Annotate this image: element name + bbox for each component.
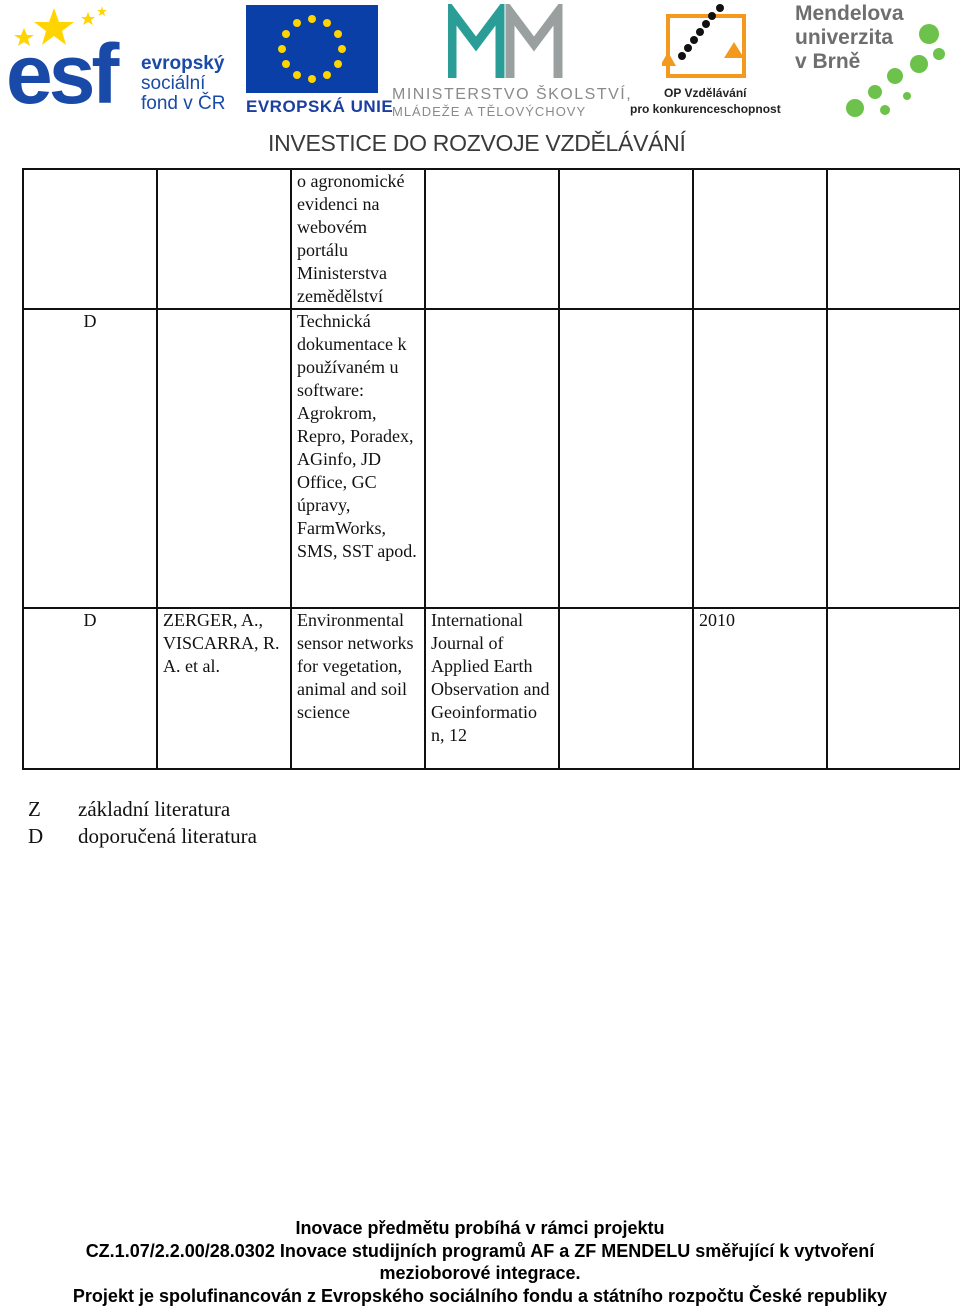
legend-text: doporučená literatura xyxy=(78,824,257,848)
op-line2: pro konkurenceschopnost xyxy=(630,102,781,116)
cell-isbn xyxy=(827,169,960,309)
cell-title: o agronomické evidenci na webovém portálu Ministerstva zemědělství xyxy=(291,169,425,309)
eu-logo xyxy=(246,5,394,116)
cell-authors: ZERGER, A., VISCARRA, R. A. et al. xyxy=(157,608,291,769)
eu-caption: EVROPSKÁ UNIE xyxy=(246,97,394,116)
table-row xyxy=(23,608,960,769)
project-footer xyxy=(0,1217,960,1307)
cell-publisher xyxy=(559,169,693,309)
esf-line3: fond v ČR xyxy=(141,93,226,114)
legend-text: základní literatura xyxy=(78,797,231,821)
eu-flag-icon xyxy=(246,5,378,93)
eu-stars-icon xyxy=(246,5,378,93)
cell-source: International Journal of Applied Earth Observation and Geoinformatio n, 12 xyxy=(425,608,559,769)
footer-line4: Projekt je spolufinancován z Evropského sociálního fondu a státního rozpočtu České republiky xyxy=(72,1285,888,1306)
cell-type xyxy=(23,169,157,309)
footer-line2: CZ.1.07/2.2.00/28.0302 Inovace studijních programů AF a ZF MENDELU směřující k vytvoření xyxy=(85,1240,875,1261)
legend-item xyxy=(28,796,257,823)
cell-isbn xyxy=(827,608,960,769)
cell-publisher xyxy=(559,608,693,769)
mendel-dots-icon xyxy=(835,12,955,122)
mendel-line3: v Brně xyxy=(795,50,861,73)
esf-wordmark xyxy=(141,54,225,114)
logo-bar xyxy=(0,0,960,160)
esf-line1: evropský xyxy=(141,53,225,74)
op-logo xyxy=(630,2,780,118)
cell-source xyxy=(425,169,559,309)
mendel-line1: Mendelova xyxy=(795,2,904,25)
msmt-line1: MINISTERSTVO ŠKOLSTVÍ, xyxy=(392,86,633,103)
legend-item xyxy=(28,823,257,850)
legend-code: D xyxy=(28,824,44,848)
mendel-logo xyxy=(795,2,955,118)
msmt-mark-icon xyxy=(448,4,568,82)
table-row xyxy=(23,309,960,608)
literature-table xyxy=(22,168,960,770)
msmt-logo xyxy=(392,4,633,119)
op-mark-icon xyxy=(662,2,752,84)
cell-source xyxy=(425,309,559,608)
op-line1: OP Vzdělávání xyxy=(664,86,747,100)
cell-year xyxy=(693,309,827,608)
legend-code: Z xyxy=(28,797,41,821)
table-row xyxy=(23,169,960,309)
legend xyxy=(28,796,257,850)
cell-authors xyxy=(157,309,291,608)
cell-authors xyxy=(157,169,291,309)
cell-isbn xyxy=(827,309,960,608)
msmt-line2: MLÁDEŽE A TĚLOVÝCHOVY xyxy=(392,104,587,119)
esf-logo xyxy=(6,4,238,121)
footer-line1: Inovace předmětu probíhá v rámci projektu xyxy=(295,1218,665,1238)
cell-type: D xyxy=(23,608,157,769)
cell-type: D xyxy=(23,309,157,608)
cell-title: Technická dokumentace k používaném u software: Agrokrom, Repro, Poradex, AGinfo, JD Office, GC úpravy, FarmWorks, SMS, SST apod. xyxy=(291,309,425,608)
mendel-line2: univerzita xyxy=(795,26,894,49)
cell-year xyxy=(693,169,827,309)
cell-title: Environmental sensor networks for vegetation, animal and soil science xyxy=(291,608,425,769)
footer-line3: mezioborové integrace. xyxy=(379,1263,581,1283)
tagline: INVESTICE DO ROZVOJE VZDĚLÁVÁNÍ xyxy=(268,130,686,156)
cell-year: 2010 xyxy=(693,608,827,769)
cell-publisher xyxy=(559,309,693,608)
esf-line2: sociální xyxy=(141,73,206,94)
esf-mark: esf xyxy=(6,27,116,121)
